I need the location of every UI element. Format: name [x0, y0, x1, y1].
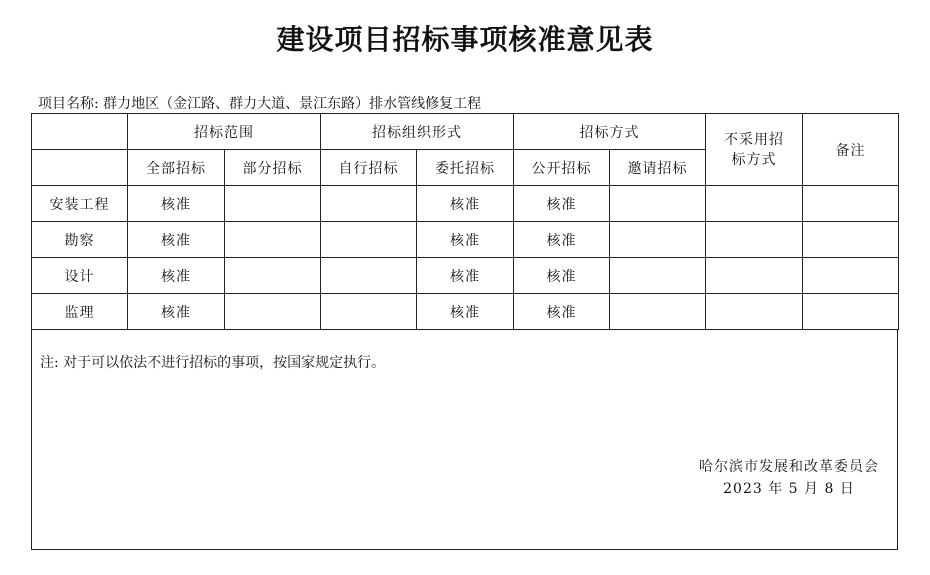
header-not-adopted	[706, 114, 803, 186]
table-row	[32, 258, 899, 294]
cell: 核准	[417, 258, 514, 294]
cell	[225, 258, 321, 294]
issuer-block	[699, 456, 879, 500]
cell	[706, 258, 803, 294]
cell: 核准	[514, 294, 610, 330]
header-method: 招标方式	[514, 114, 706, 150]
row-label: 安装工程	[32, 186, 128, 222]
cell	[321, 222, 417, 258]
cell	[321, 258, 417, 294]
cell	[321, 294, 417, 330]
cell	[706, 294, 803, 330]
subheader: 自行招标	[321, 150, 417, 186]
table-row	[32, 222, 899, 258]
corner-cell-2	[32, 150, 128, 186]
row-label: 监理	[32, 294, 128, 330]
cell: 核准	[128, 186, 225, 222]
subheader: 委托招标	[417, 150, 514, 186]
table-row	[32, 294, 899, 330]
subheader: 部分招标	[225, 150, 321, 186]
issuer-name: 哈尔滨市发展和改革委员会	[699, 459, 879, 475]
cell	[225, 186, 321, 222]
cell: 核准	[417, 186, 514, 222]
cell: 核准	[514, 258, 610, 294]
cell	[610, 222, 706, 258]
cell: 核准	[128, 294, 225, 330]
cell	[610, 186, 706, 222]
cell	[225, 222, 321, 258]
cell	[803, 186, 899, 222]
form-title: 建设项目招标事项核准意见表	[276, 23, 654, 56]
row-label: 勘察	[32, 222, 128, 258]
table-row	[32, 186, 899, 222]
header-not-adopted-text: 不采用招标方式	[724, 131, 784, 168]
header-remarks: 备注	[803, 114, 899, 186]
cell: 核准	[128, 258, 225, 294]
note-section	[31, 330, 898, 550]
issue-date: 2023 年 5 月 8 日	[723, 481, 855, 497]
corner-cell	[32, 114, 128, 150]
cell	[610, 258, 706, 294]
cell: 核准	[417, 294, 514, 330]
project-name: 项目名称: 群力地区（金江路、群力大道、景江东路）排水管线修复工程	[38, 96, 482, 112]
approval-table	[31, 113, 899, 330]
cell	[225, 294, 321, 330]
cell	[803, 258, 899, 294]
note-text: 注: 对于可以依法不进行招标的事项，按国家规定执行。	[40, 355, 386, 371]
cell: 核准	[514, 186, 610, 222]
cell: 核准	[128, 222, 225, 258]
subheader: 邀请招标	[610, 150, 706, 186]
row-label: 设计	[32, 258, 128, 294]
cell	[803, 222, 899, 258]
subheader: 全部招标	[128, 150, 225, 186]
cell: 核准	[417, 222, 514, 258]
cell: 核准	[514, 222, 610, 258]
header-organization: 招标组织形式	[321, 114, 514, 150]
cell	[706, 222, 803, 258]
subheader: 公开招标	[514, 150, 610, 186]
cell	[803, 294, 899, 330]
cell	[610, 294, 706, 330]
cell	[321, 186, 417, 222]
cell	[706, 186, 803, 222]
header-scope: 招标范围	[128, 114, 321, 150]
